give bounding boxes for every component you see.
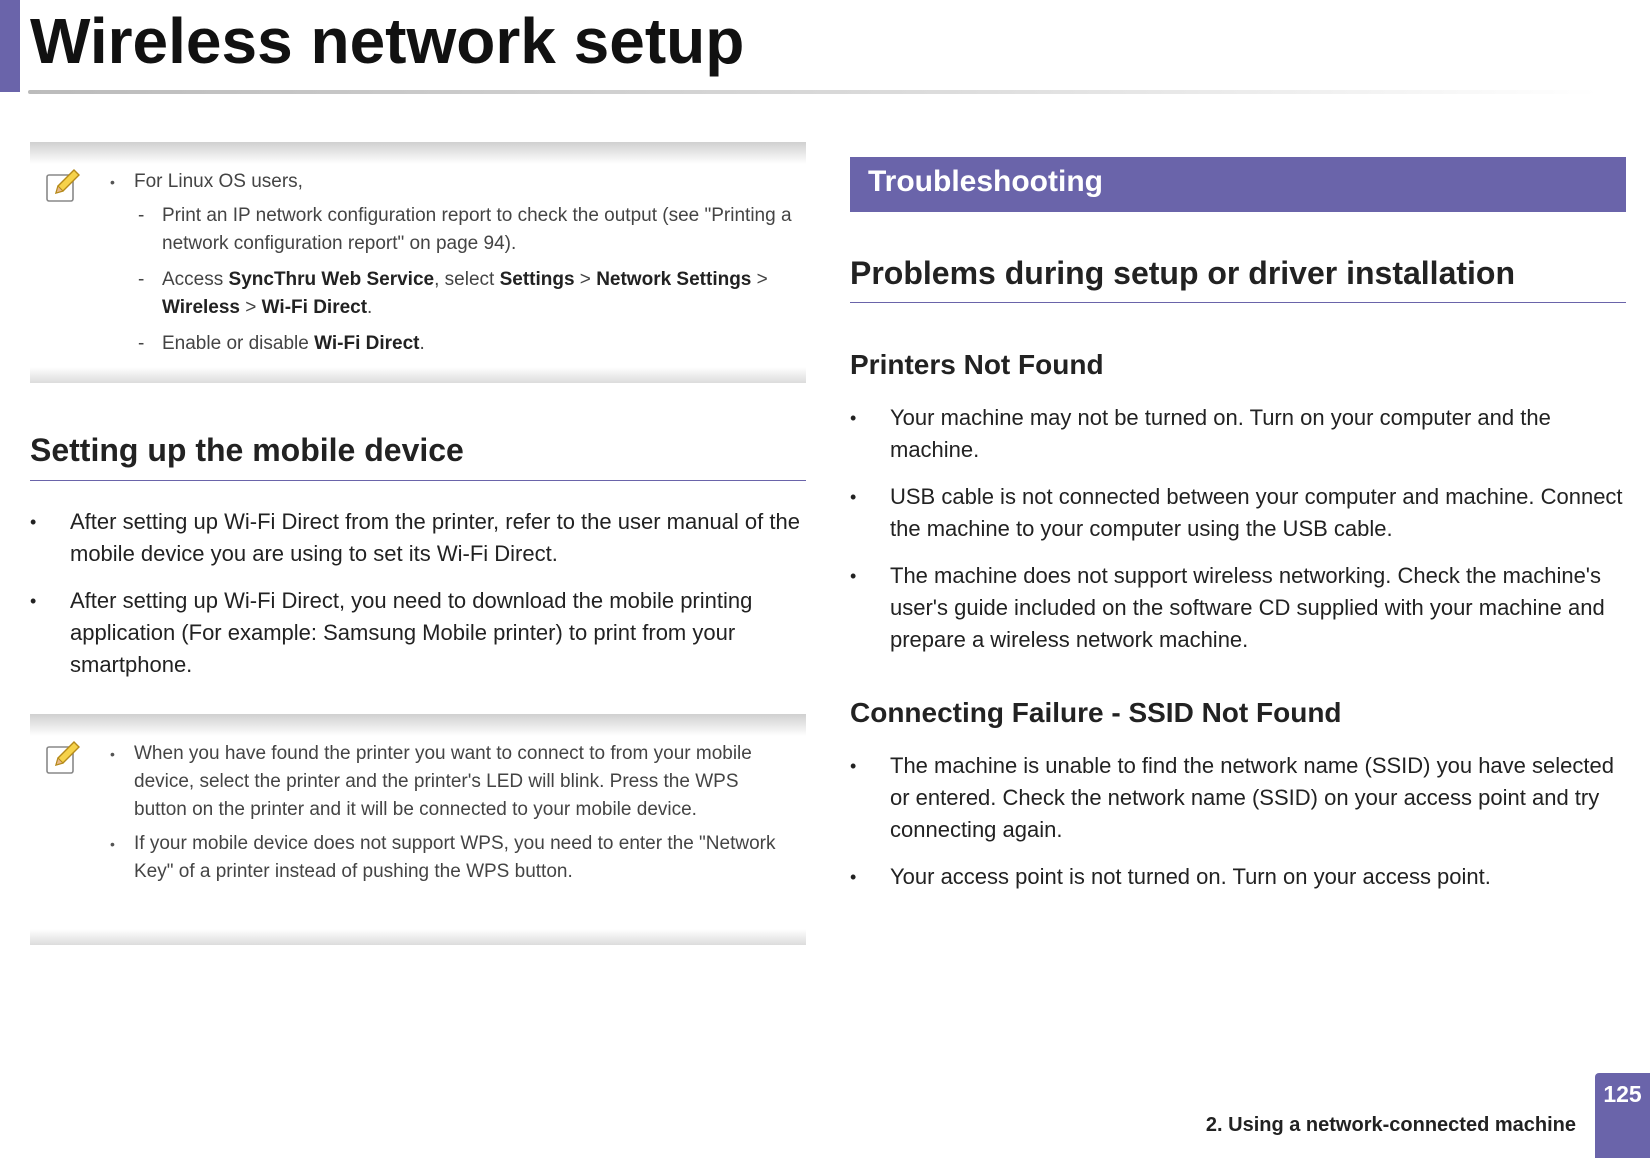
ssid-not-found-title: Connecting Failure - SSID Not Found xyxy=(850,697,1342,728)
note-step: - Access SyncThru Web Service, select Settings > Network Settings > Wireless > Wi-Fi Direct. xyxy=(162,266,796,322)
wifi-direct-label: Wi-Fi Direct xyxy=(261,297,368,318)
note-step: - Enable or disable Wi-Fi Direct. xyxy=(162,330,796,358)
mobile-section-title: Setting up the mobile device xyxy=(30,432,464,468)
list-item: • Your access point is not turned on. Turn on your access point. xyxy=(850,861,1626,893)
list-item: • The machine does not support wireless networking. Check the machine's user's guide included on the software CD supplied with your machine and prepare a wireless network machine. xyxy=(850,560,1626,656)
wireless-label: Wireless xyxy=(162,297,240,318)
note-wps xyxy=(30,714,806,945)
note-step xyxy=(162,202,796,258)
title-accent-bar xyxy=(0,0,20,92)
linux-users-text: For Linux OS users, xyxy=(134,171,303,192)
problems-section-title: Problems during setup or driver installation xyxy=(850,255,1515,291)
note-linux xyxy=(30,142,806,383)
section-divider xyxy=(30,480,806,481)
title-divider xyxy=(28,90,1598,94)
wifi-direct-label: Wi-Fi Direct xyxy=(314,333,420,354)
printers-not-found-list xyxy=(850,402,1626,671)
page-number: 125 xyxy=(1595,1073,1650,1158)
list-item: • The machine is unable to find the network name (SSID) you have selected or entered. Check the network name (SSID) on your access point and try connecting again. xyxy=(850,750,1626,846)
syncthru-label: SyncThru Web Service xyxy=(228,269,435,290)
list-item: • After setting up Wi-Fi Direct from the printer, refer to the user manual of the mobile device you are using to set its Wi-Fi Direct. xyxy=(30,506,806,570)
network-settings-label: Network Settings xyxy=(596,269,752,290)
troubleshooting-banner: Troubleshooting xyxy=(850,157,1626,212)
section-divider xyxy=(850,302,1626,303)
footer-chapter: 2. Using a network-connected machine xyxy=(1205,1114,1576,1136)
note-bullet: • When you have found the printer you want to connect to from your mobile device, select the printer and the printer's LED will blink. Press the WPS button on the printer and it will be connected to your mobile device. xyxy=(134,740,796,824)
printers-not-found-title: Printers Not Found xyxy=(850,349,1104,380)
page-title: Wireless network setup xyxy=(30,5,745,77)
note-bullet: • If your mobile device does not support WPS, you need to enter the "Network Key" of a printer instead of pushing the WPS button. xyxy=(134,830,796,886)
mobile-list xyxy=(30,506,806,696)
list-item: • After setting up Wi-Fi Direct, you need to download the mobile printing application (For example: Samsung Mobile printer) to print from your smartphone. xyxy=(30,585,806,681)
list-item: • Your machine may not be turned on. Turn on your computer and the machine. xyxy=(850,402,1626,466)
step-text: Print an IP network configuration report to check the output (see "Printing a network configuration report" on page 94). xyxy=(162,205,792,254)
note-bullet xyxy=(134,168,796,358)
ssid-not-found-list xyxy=(850,750,1626,908)
list-item: • USB cable is not connected between your computer and machine. Connect the machine to your computer using the USB cable. xyxy=(850,481,1626,545)
settings-label: Settings xyxy=(499,269,575,290)
